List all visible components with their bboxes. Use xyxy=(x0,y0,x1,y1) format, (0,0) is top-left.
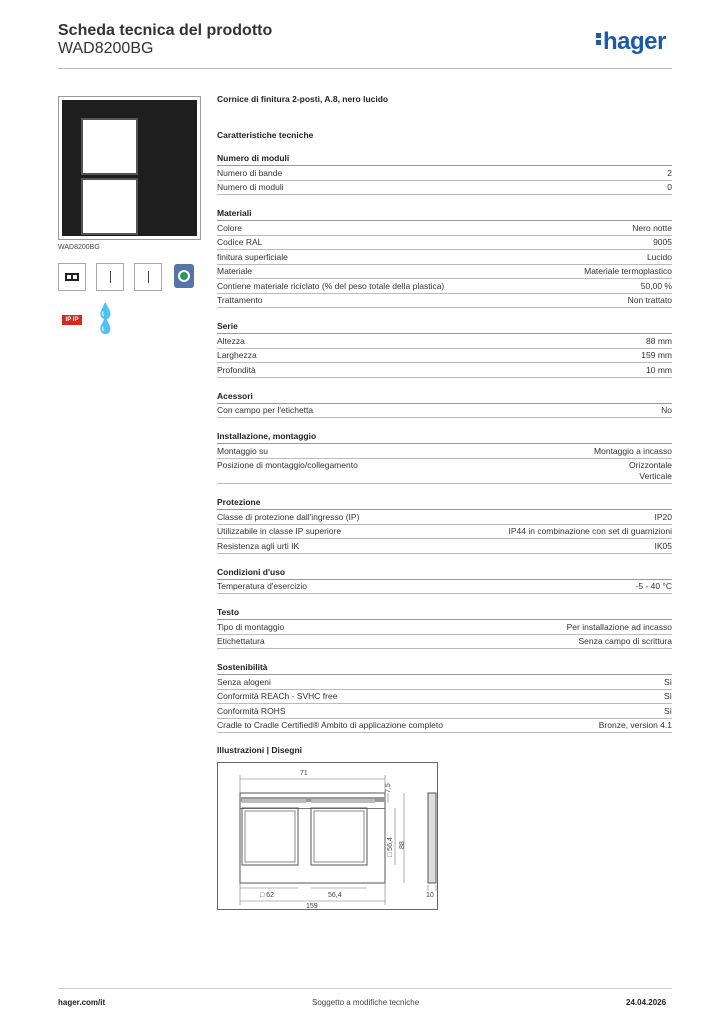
spec-value: 88 mm xyxy=(646,335,672,346)
spec-row xyxy=(217,181,672,196)
frame-illustration xyxy=(62,100,197,236)
dim-71: 71 xyxy=(300,770,308,777)
dim-7-5: 7,5 xyxy=(385,783,392,793)
spec-row xyxy=(217,539,672,554)
double-frame-icon xyxy=(58,263,86,291)
section-title: Numero di moduli xyxy=(217,153,672,166)
spec-value: IK05 xyxy=(654,540,672,551)
dim-56-4-vertical: □ 56,4 xyxy=(387,837,394,857)
spec-section xyxy=(217,153,672,195)
spec-label: Utilizzabile in classe IP superiore xyxy=(217,526,342,536)
product-name: Cornice di finitura 2-posti, A.8, nero lucido xyxy=(217,94,389,104)
spec-row xyxy=(217,635,672,650)
spec-value: Sì xyxy=(663,705,672,716)
spec-value: IP20 xyxy=(654,511,672,522)
section-title: Sostenibilità xyxy=(217,662,672,675)
frame-opening-bottom xyxy=(81,178,138,235)
illustrations-heading: Illustrazioni | Disegni xyxy=(217,745,303,755)
spec-label: Trattamento xyxy=(217,295,263,305)
spec-label: Posizione di montaggio/collegamento xyxy=(217,460,358,470)
spec-value: IP44 in combinazione con set di guarnizioni xyxy=(508,526,672,536)
spec-value: 2 xyxy=(667,167,672,178)
water-drops-icon: 💧💧 xyxy=(96,305,124,333)
logo-dots-icon xyxy=(596,31,602,47)
spec-value: Lucido xyxy=(646,251,672,262)
spec-row xyxy=(217,719,672,734)
spec-section xyxy=(217,431,672,484)
product-code: WAD8200BG xyxy=(58,40,154,57)
spec-value: Per installazione ad incasso xyxy=(566,621,672,632)
spec-label: Contiene materiale riciclato (% del peso totale della plastica) xyxy=(217,280,445,291)
spec-row xyxy=(217,690,672,705)
tech-heading: Caratteristiche tecniche xyxy=(217,130,314,140)
spec-section xyxy=(217,321,672,378)
spec-value: 9005 xyxy=(653,237,672,247)
section-title: Serie xyxy=(217,321,672,334)
logo-text: hager xyxy=(603,28,666,55)
footer-website[interactable]: hager.com/it xyxy=(58,998,106,1007)
spec-section xyxy=(217,208,672,308)
dim-88: 88 xyxy=(399,841,406,849)
section-title: Condizioni d'uso xyxy=(217,567,672,580)
spec-section xyxy=(217,567,672,595)
spec-label: Cradle to Cradle Certified® Ambito di applicazione completo xyxy=(217,720,443,730)
spec-row xyxy=(217,250,672,265)
spec-label: Codice RAL xyxy=(217,237,263,247)
header-divider xyxy=(58,68,672,69)
spec-label: Profondità xyxy=(217,364,256,375)
spec-value: Orizzontale Verticale xyxy=(629,460,672,481)
section-title: Acessori xyxy=(217,391,672,404)
spec-row xyxy=(217,459,672,485)
spec-label: Conformità REACh - SVHC free xyxy=(217,691,338,701)
spec-value: Sì xyxy=(663,691,672,701)
footer-divider xyxy=(58,988,672,989)
ip-rating-icon: IP IP xyxy=(62,315,82,325)
spec-label: Temperatura d'esercizio xyxy=(217,581,307,591)
spec-row xyxy=(217,675,672,690)
spec-label: Numero di bande xyxy=(217,167,283,178)
spec-value: Materiale termoplastico xyxy=(584,266,672,276)
vertical-bar-icon xyxy=(134,263,162,291)
spec-row xyxy=(217,349,672,364)
spec-row xyxy=(217,444,672,459)
spec-section xyxy=(217,662,672,733)
spec-row xyxy=(217,236,672,251)
spec-row xyxy=(217,620,672,635)
spec-row xyxy=(217,166,672,181)
spec-label: Etichettatura xyxy=(217,636,265,646)
spec-row xyxy=(217,279,672,294)
spec-label: Conformità ROHS xyxy=(217,705,286,716)
dim-10: 10 xyxy=(426,892,434,899)
spec-label: Con campo per l'etichetta xyxy=(217,405,314,415)
spec-value: No xyxy=(661,405,672,415)
spec-value: 50,00 % xyxy=(640,280,672,291)
vertical-bar-icon xyxy=(96,263,124,291)
spec-value: -5 - 40 °C xyxy=(635,581,672,591)
footer-disclaimer: Soggetto a modifiche tecniche xyxy=(312,998,420,1007)
spec-row xyxy=(217,265,672,280)
section-title: Testo xyxy=(217,607,672,620)
hager-logo xyxy=(596,28,666,56)
spec-row xyxy=(217,404,672,419)
spec-row xyxy=(217,334,672,349)
image-caption: WAD8200BG xyxy=(58,244,100,251)
section-title: Materiali xyxy=(217,208,672,221)
spec-row xyxy=(217,510,672,525)
dim-62: □ 62 xyxy=(260,892,274,899)
spec-row xyxy=(217,525,672,540)
spec-label: Montaggio su xyxy=(217,445,269,456)
spec-value: 10 mm xyxy=(646,364,672,375)
eco-label-icon xyxy=(174,264,194,288)
spec-content xyxy=(217,94,672,733)
spec-value: Montaggio a incasso xyxy=(594,445,672,456)
spec-value: Sì xyxy=(663,676,672,687)
dim-159: 159 xyxy=(306,903,318,909)
spec-value: Bronze, version 4.1 xyxy=(598,720,672,730)
spec-section xyxy=(217,607,672,649)
spec-row xyxy=(217,221,672,236)
spec-value: 0 xyxy=(667,182,672,192)
spec-value: Non trattato xyxy=(627,295,672,305)
spec-label: Colore xyxy=(217,222,243,233)
spec-sections xyxy=(217,153,672,733)
frame-opening-top xyxy=(81,118,138,175)
spec-row xyxy=(217,580,672,595)
dim-56-4-horizontal: 56,4 xyxy=(328,892,342,899)
section-title: Installazione, montaggio xyxy=(217,431,672,444)
section-title: Protezione xyxy=(217,497,672,510)
spec-section xyxy=(217,391,672,419)
spec-value: Senza campo di scrittura xyxy=(578,636,672,646)
spec-label: Altezza xyxy=(217,335,245,346)
spec-label: Numero di moduli xyxy=(217,182,284,192)
spec-label: Materiale xyxy=(217,266,252,276)
page-title: Scheda tecnica del prodotto xyxy=(58,22,273,39)
spec-row xyxy=(217,704,672,719)
spec-label: Senza alogeni xyxy=(217,676,271,687)
spec-label: Larghezza xyxy=(217,350,257,360)
spec-row xyxy=(217,363,672,378)
technical-drawing xyxy=(217,762,438,910)
spec-label: Resistenza agli urti IK xyxy=(217,540,300,551)
spec-section xyxy=(217,497,672,554)
spec-row xyxy=(217,294,672,309)
spec-value: 159 mm xyxy=(641,350,672,360)
spec-label: finitura superficiale xyxy=(217,251,288,262)
product-image xyxy=(58,96,201,240)
footer-date: 24.04.2026 xyxy=(626,998,667,1007)
spec-value: Nero notte xyxy=(632,222,672,233)
spec-label: Tipo di montaggio xyxy=(217,621,285,632)
spec-label: Classe di protezione dall'ingresso (IP) xyxy=(217,511,360,522)
